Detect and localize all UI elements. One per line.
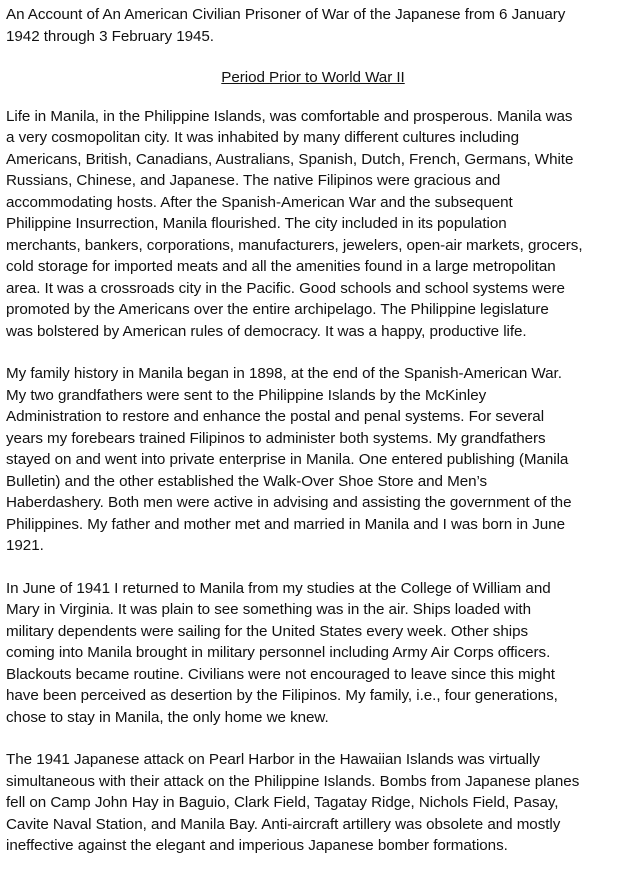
paragraph [6,106,624,343]
paragraph-line: stayed on and went into private enterprise in Manila. One entered publishing (Manila [6,451,569,468]
paragraph-line: Russians, Chinese, and Japanese. The native Filipinos were gracious and [6,172,501,189]
paragraph-line: Administration to restore and enhance the postal and penal systems. For several [6,408,545,425]
paragraph-line: Life in Manila, in the Philippine Islands, was comfortable and prosperous. Manila was [6,107,573,125]
paragraph-line: Cavite Naval Station, and Manila Bay. Anti-aircraft artillery was obsolete and mostly [6,815,561,833]
paragraph-line: cold storage for imported meats and all the amenities found in a large metropolitan [6,258,556,275]
paragraph-line: The 1941 Japanese attack on Pearl Harbor in the Hawaiian Islands was virtually [6,751,540,768]
paragraph-line: have been perceived as desertion by the Filipinos. My family, i.e., four generations, [6,687,558,704]
section-heading: Period Prior to World War II [221,69,405,86]
paragraph-line: Haberdashery. Both men were active in advising and assisting the government of the [6,494,572,511]
paragraph [6,749,624,857]
paragraph-line: a very cosmopolitan city. It was inhabited by many different cultures including [6,129,519,146]
paragraph-line: Philippines. My father and mother met and married in Manila and I was born in June [6,515,565,533]
paragraph-line: Americans, British, Canadians, Australians, Spanish, Dutch, French, Germans, White [6,150,574,168]
paragraph-line: Philippine Insurrection, Manila flourished. The city included in its population [6,215,507,232]
paragraph-line: area. It was a crossroads city in the Pacific. Good schools and school systems were [6,279,565,297]
paragraph-line: ineffective against the elegant and imperious Japanese bomber formations. [6,837,508,854]
paragraph-line: chose to stay in Manila, the only home we knew. [6,708,329,726]
document-page [6,4,624,878]
paragraph-line: military dependents were sailing for the United States every week. Other ships [6,622,529,640]
paragraph-line: Blackouts became routine. Civilians were not encouraged to leave since this might [6,665,555,683]
paragraph-line: 1921. [6,537,44,554]
paragraph [6,363,624,557]
document-title [6,4,624,47]
paragraph-line: simultaneous with their attack on the Philippine Islands. Bombs from Japanese planes [6,772,580,790]
paragraph-line: My family history in Manila began in 1898, at the end of the Spanish-American War. [6,365,562,382]
paragraph [6,578,624,729]
paragraph-line: accommodating hosts. After the Spanish-American War and the subsequent [6,193,513,211]
title-line: An Account of An American Civilian Prisoner of War of the Japanese from 6 January [6,6,566,23]
paragraph-line: My two grandfathers were sent to the Philippine Islands by the McKinley [6,386,487,404]
title-line: 1942 through 3 February 1945. [6,27,214,45]
paragraph-line: Bulletin) and the other established the Walk-Over Shoe Store and Men’s [6,472,488,490]
paragraph-line: In June of 1941 I returned to Manila from my studies at the College of William and [6,579,551,597]
paragraph-line: merchants, bankers, corporations, manufacturers, jewelers, open-air markets, grocers, [6,236,583,254]
paragraph-line: promoted by the Americans over the entire archipelago. The Philippine legislature [6,301,549,318]
paragraph-line: years my forebears trained Filipinos to administer both systems. My grandfathers [6,429,546,447]
paragraph-line: was bolstered by American rules of democracy. It was a happy, productive life. [6,322,527,340]
paragraph-line: Mary in Virginia. It was plain to see something was in the air. Ships loaded with [6,601,531,618]
paragraph-line: coming into Manila brought in military personnel including Army Air Corps officers. [6,644,551,661]
paragraph-line: fell on Camp John Hay in Baguio, Clark Field, Tagatay Ridge, Nichols Field, Pasay, [6,794,559,811]
